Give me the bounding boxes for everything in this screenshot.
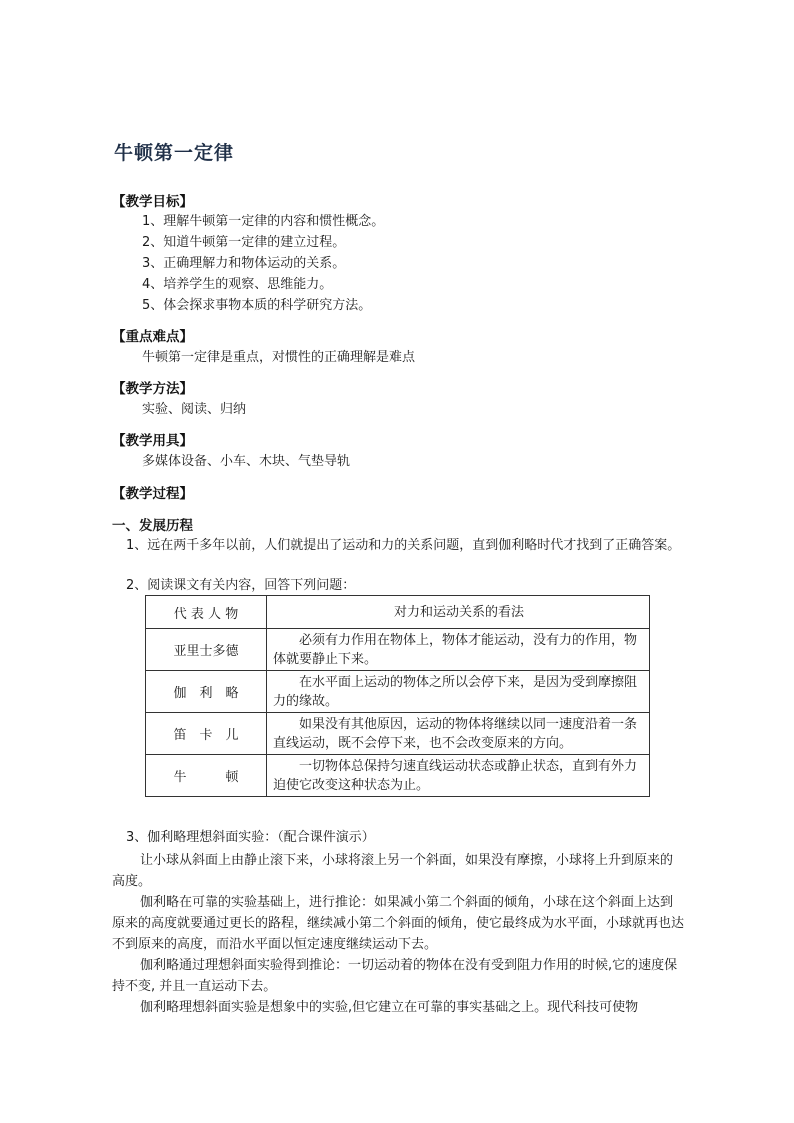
table-cell-view: 在水平面上运动的物体之所以会停下来，是因为受到摩擦阻力的缘故。 [267, 671, 650, 713]
paragraph-7: 伽利略理想斜面实验是想象中的实验,但它建立在可靠的事实基础之上。现代科技可使物 [140, 1000, 639, 1015]
views-table [145, 595, 650, 797]
table-cell-person: 笛 卡 儿 [146, 713, 267, 755]
tools-text: 多媒体设备、小车、木块、气垫导轨 [142, 454, 351, 469]
table-header-view: 对力和运动关系的看法 [267, 596, 650, 629]
table-row [146, 629, 650, 671]
goal-item: 3、正确理解力和物体运动的关系。 [142, 256, 346, 271]
table-cell-person: 伽 利 略 [146, 671, 267, 713]
table-cell-person: 亚里士多德 [146, 629, 267, 671]
page-title: 牛顿第一定律 [114, 142, 235, 164]
table-row [146, 713, 650, 755]
goal-item: 5、体会探求事物本质的科学研究方法。 [142, 298, 372, 313]
goal-item: 2、知道牛顿第一定律的建立过程。 [142, 235, 346, 250]
table-cell-view: 一切物体总保持匀速直线运动状态或静止状态，直到有外力迫使它改变这种状态为止。 [267, 755, 650, 797]
table-header-person: 代 表 人 物 [146, 596, 267, 629]
section-heading-goals: 【教学目标】 [112, 194, 193, 210]
table-header-row [146, 596, 650, 629]
method-text: 实验、阅读、归纳 [142, 402, 247, 417]
paragraph-6: 伽利略通过理想斜面实验得到推论：一切运动着的物体在没有受到阻力作用的时候,它的速度保持不变, 并且一直运动下去。 [112, 958, 678, 994]
section-heading-key: 【重点难点】 [112, 329, 193, 345]
goal-item: 1、理解牛顿第一定律的内容和惯性概念。 [142, 214, 385, 229]
table-cell-view: 必须有力作用在物体上，物体才能运动，没有力的作用，物体就要静止下来。 [267, 629, 650, 671]
table-row [146, 671, 650, 713]
paragraph-4: 让小球从斜面上由静止滚下来，小球将滚上另一个斜面，如果没有摩擦，小球将上升到原来的高度。 [112, 853, 674, 889]
table-cell-view: 如果没有其他原因，运动的物体将继续以同一速度沿着一条直线运动，既不会停下来，也不会改变原来的方向。 [267, 713, 650, 755]
section-heading-process: 【教学过程】 [112, 486, 193, 502]
section-heading-method: 【教学方法】 [112, 381, 193, 397]
part-heading: 一、发展历程 [112, 518, 193, 534]
key-text: 牛顿第一定律是重点，对惯性的正确理解是难点 [142, 350, 416, 365]
table-cell-person: 牛 顿 [146, 755, 267, 797]
paragraph-3: 3、伽利略理想斜面实验：（配合课件演示） [126, 830, 375, 845]
goal-item: 4、培养学生的观察、思维能力。 [142, 277, 333, 292]
paragraph-1: 1、远在两千多年以前，人们就提出了运动和力的关系问题，直到伽利略时代才找到了正确答案。 [126, 538, 681, 553]
table-row [146, 755, 650, 797]
paragraph-2: 2、阅读课文有关内容，回答下列问题： [126, 578, 356, 593]
paragraph-5: 伽利略在可靠的实验基础上，进行推论：如果减小第二个斜面的倾角，小球在这个斜面上达到原来的高度就要通过更长的路程，继续减小第二个斜面的倾角，使它最终成为水平面，小球就再也达不到原来的高度，而沿水平面以恒定速度继续运动下去。 [112, 895, 685, 952]
section-heading-tools: 【教学用具】 [112, 433, 193, 449]
